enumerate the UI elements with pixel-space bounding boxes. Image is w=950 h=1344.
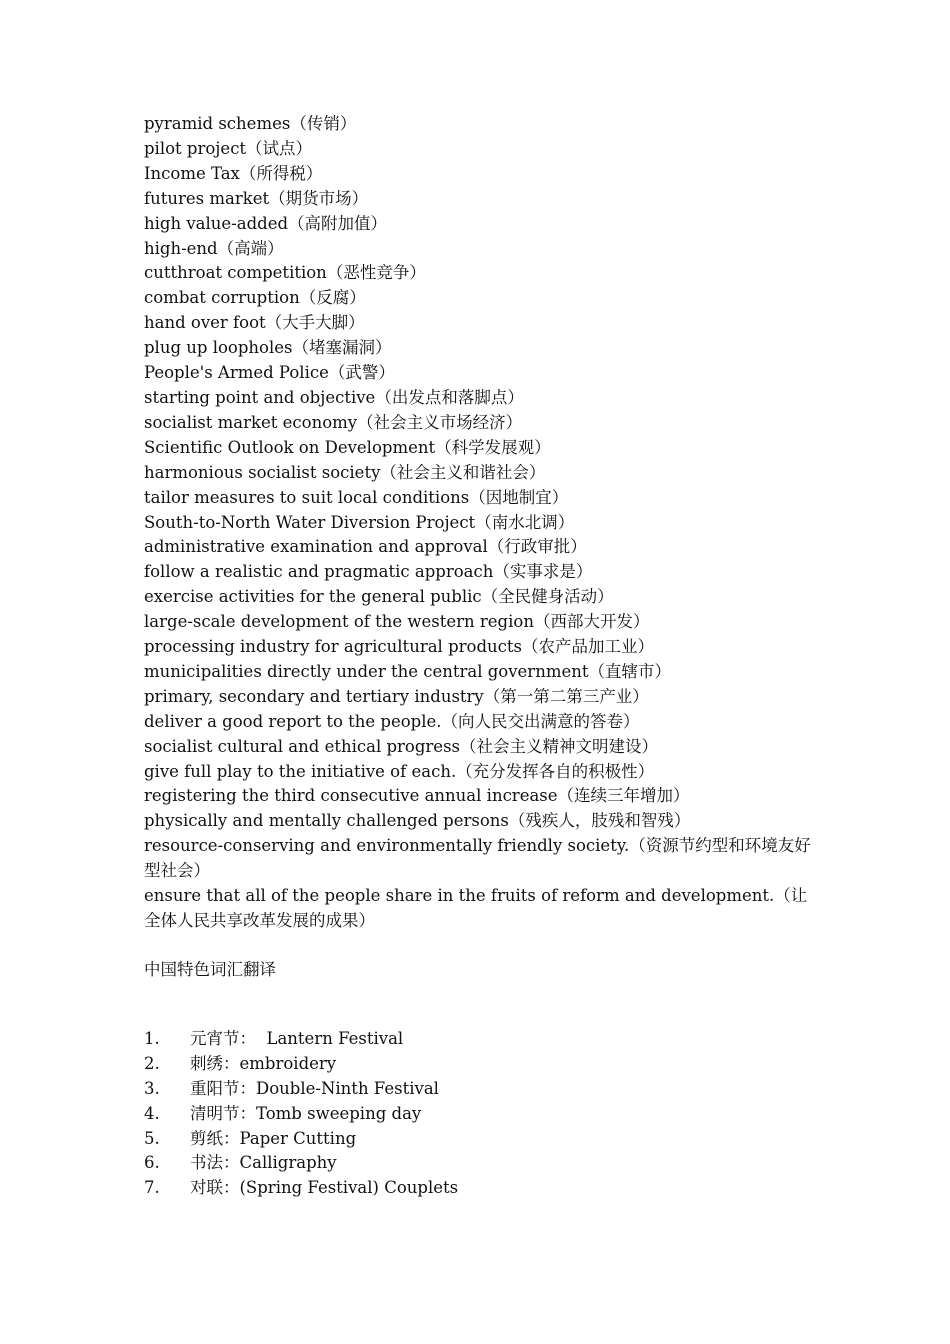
glossary-item: South-to-North Water Diversion Project（南水北调） [144,512,575,532]
glossary-item: resource-conserving and environmentally friendly society.（资源节约型和环境友好型社会） [144,836,811,881]
glossary-item: socialist cultural and ethical progress（社会主义精神文明建设） [144,736,659,756]
list-number: 2. [144,1053,160,1073]
list-number: 3. [144,1078,160,1098]
festival-item [144,1151,814,1176]
festival-item [144,1027,814,1052]
festival-text: 对联：(Spring Festival) Couplets [190,1178,459,1198]
glossary-item: futures market（期货市场） [144,188,369,208]
glossary-item: large-scale development of the western region（西部大开发） [144,612,650,632]
list-number: 4. [144,1103,160,1123]
glossary-item: registering the third consecutive annual increase（连续三年增加） [144,786,690,806]
glossary-item: primary, secondary and tertiary industry（第一第二第三产业） [144,686,649,706]
glossary-item: hand over foot（大手大脚） [144,313,365,333]
glossary-item: People's Armed Police（武警） [144,363,395,383]
list-number: 7. [144,1178,160,1198]
festival-text: 清明节：Tomb sweeping day [190,1103,422,1123]
glossary-item: ensure that all of the people share in the fruits of reform and development.（让全体人民共享改革发展的成果） [144,886,808,930]
glossary-item: tailor measures to suit local conditions（因地制宜） [144,487,569,507]
list-number: 5. [144,1128,160,1148]
glossary-item: deliver a good report to the people.（向人民交出满意的答卷） [144,711,640,731]
document-page [144,112,814,1201]
festival-item [144,1102,814,1127]
glossary-item: give full play to the initiative of each.（充分发挥各自的积极性） [144,761,655,781]
glossary-item: high value-added（高附加值） [144,213,388,233]
glossary-item: administrative examination and approval（行政审批） [144,537,587,557]
festival-text: 重阳节：Double-Ninth Festival [190,1078,439,1098]
glossary-item: municipalities directly under the central government（直辖市） [144,661,671,681]
festival-item [144,1052,814,1077]
festival-list [144,1027,814,1201]
glossary-item: processing industry for agricultural products（农产品加工业） [144,637,654,657]
glossary-item: exercise activities for the general public（全民健身活动） [144,587,614,607]
list-number: 6. [144,1153,160,1173]
section-title: 中国特色词汇翻译 [144,959,276,979]
glossary-item: cutthroat competition（恶性竞争） [144,263,426,283]
festival-text: 剪纸：Paper Cutting [190,1128,357,1148]
glossary-list [144,112,814,934]
festival-item [144,1077,814,1102]
glossary-item: pyramid schemes（传销） [144,114,357,133]
glossary-item: follow a realistic and pragmatic approach（实事求是） [144,562,593,582]
festival-text: 书法：Calligraphy [190,1153,337,1173]
glossary-item: pilot project（试点） [144,138,313,158]
glossary-item: combat corruption（反腐） [144,288,366,308]
glossary-item: Income Tax（所得税） [144,163,323,183]
festival-item [144,1176,814,1201]
glossary-item: plug up loopholes（堵塞漏洞） [144,338,392,358]
glossary-item: high-end（高端） [144,238,284,258]
glossary-item: physically and mentally challenged persons（残疾人，肢残和智残） [144,811,691,831]
festival-text: 刺绣：embroidery [190,1053,337,1073]
glossary-item: harmonious socialist society（社会主义和谐社会） [144,462,546,482]
glossary-item: starting point and objective（出发点和落脚点） [144,387,524,407]
festival-item [144,1127,814,1152]
festival-text: 元宵节： Lantern Festival [190,1028,404,1048]
list-number: 1. [144,1028,160,1048]
glossary-item: Scientific Outlook on Development（科学发展观） [144,437,551,457]
glossary-item: socialist market economy（社会主义市场经济） [144,412,523,432]
